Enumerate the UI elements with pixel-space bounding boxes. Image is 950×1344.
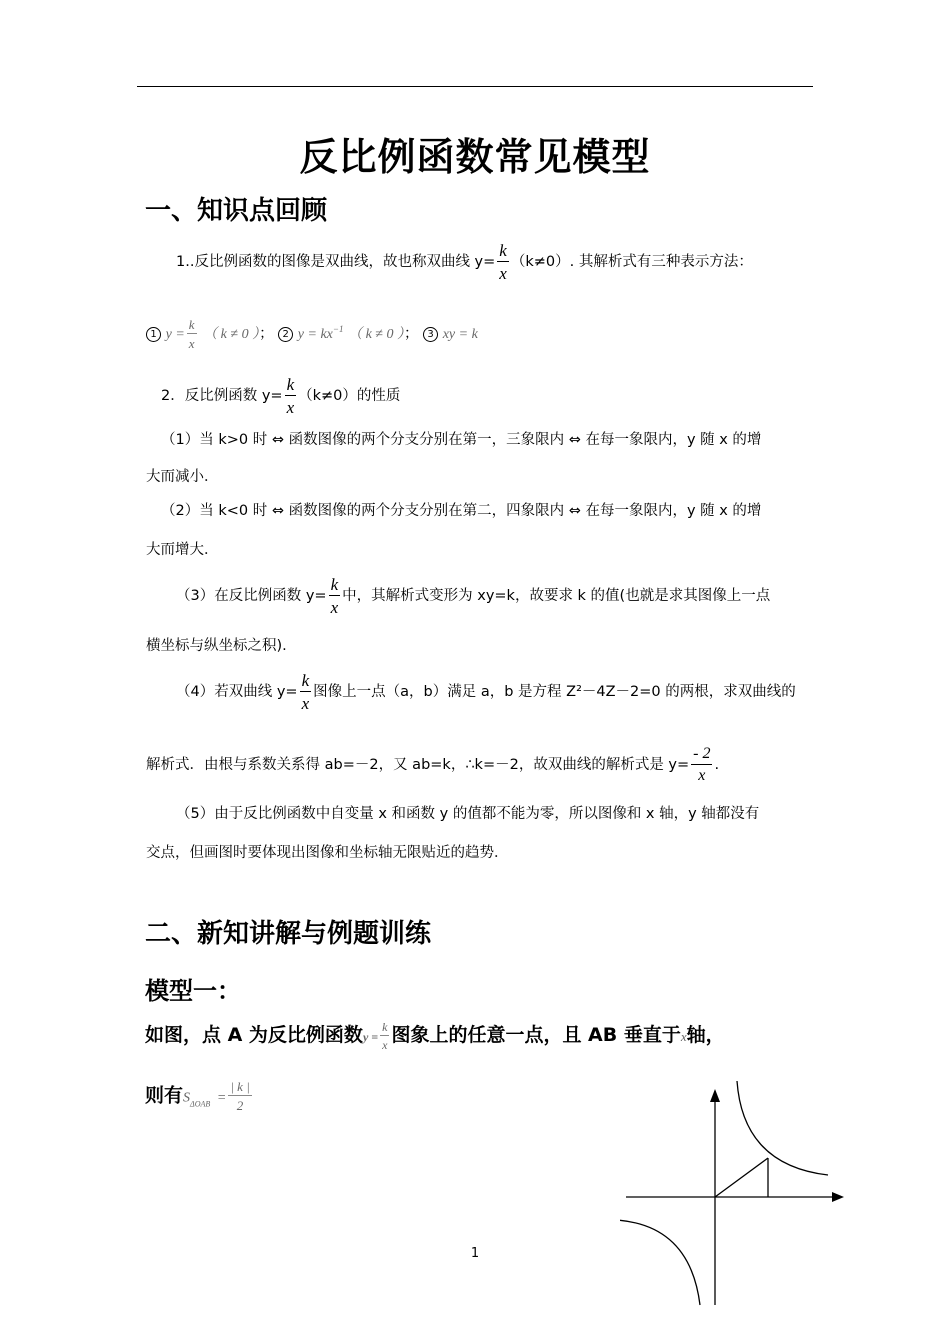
y-axis-arrow [710, 1089, 720, 1102]
model1-statement-line2: 则有$S_{\Delta OAB}$ = $\frac{| k |}{2}$ [145, 1079, 250, 1113]
property5-line1: （5）由于反比例函数中自变量 x 和函数 y 的值都不能为零，所以图像和 x 轴，y 轴都没有 [176, 806, 760, 822]
hyperbola-branch-q3 [620, 1220, 700, 1305]
item1-paragraph: 1..反比例函数的图像是双曲线，故也称双曲线 y= $\frac{k}{x}$ （k≠0）. 其解析式有三种表示方法： [176, 241, 753, 283]
circled-number-2: 2 [278, 327, 293, 342]
fraction-k-over-x: $\frac{k}{x}$ [286, 375, 295, 417]
fraction-k-over-x: $\frac{k}{x}$ [301, 671, 310, 713]
hyperbola-branch-q1 [737, 1081, 828, 1175]
formula-forms: 1 y = $\frac{k}{x}$ （ k ≠ 0 ）； 2 $y = kx^{-1}$ （ k ≠ 0 ）； 3 xy = k [146, 318, 478, 350]
fraction-abs-k-over-2: $\frac{| k |}{2}$ [230, 1079, 250, 1113]
page-number: 1 [470, 1246, 480, 1261]
fraction-k-over-x: $\frac{k}{x}$ [499, 241, 507, 283]
section2-heading: 二、新知讲解与例题训练 [145, 919, 432, 949]
header-rule [137, 86, 813, 87]
circled-number-1: 1 [146, 327, 161, 342]
fraction-minus2-over-x: $\frac{- 2}{x}$ [693, 745, 711, 784]
hyperbola-graph [620, 1075, 850, 1310]
property4-line2: 解析式．由根与系数关系得 ab=－2，又 ab=k，∴k=－2，故双曲线的解析式是 y= $\frac{- 2}{x}$ . [146, 745, 720, 784]
fraction-k-over-x: $\frac{k}{x}$ [330, 575, 339, 617]
property3-line1: （3）在反比例函数 y= $\frac{k}{x}$ 中，其解析式变形为 xy=k，故要求 k 的值(也就是求其图像上一点 [176, 575, 771, 617]
fraction-k-over-x: $\frac{k}{x}$ [188, 317, 195, 351]
circled-number-3: 3 [423, 327, 438, 342]
model1-statement-line1: 如图，点 A 为反比例函数y = $\frac{k}{x}$ 图象上的任意一点，且 AB 垂直于x轴， [145, 1019, 725, 1052]
item2-paragraph: 2．反比例函数 y= $\frac{k}{x}$ （k≠0）的性质 [161, 375, 401, 417]
model1-heading: 模型一： [145, 977, 241, 1005]
property1-line2: 大而减小． [146, 469, 219, 485]
x-axis-arrow [832, 1192, 844, 1202]
property1-line1: （1）当 k>0 时 ⇔ 函数图像的两个分支分别在第一，三象限内 ⇔ 在每一象限内，y 随 x 的增 [161, 432, 762, 448]
property2-line1: （2）当 k<0 时 ⇔ 函数图像的两个分支分别在第二，四象限内 ⇔ 在每一象限内，y 随 x 的增 [161, 503, 762, 519]
property3-line2: 横坐标与纵坐标之积). [146, 638, 287, 654]
fraction-k-over-x: $\frac{k}{x}$ [382, 1019, 388, 1052]
segment-OA [715, 1158, 768, 1197]
section1-heading: 一、知识点回顾 [145, 196, 328, 226]
property4-line1: （4）若双曲线 y= $\frac{k}{x}$ 图像上一点（a，b）满足 a，b 是方程 Z²－4Z－2=0 的两根，求双曲线的 [176, 671, 796, 713]
page-title: 反比例函数常见模型 [299, 135, 651, 179]
property5-line2: 交点，但画图时要体现出图像和坐标轴无限贴近的趋势． [146, 845, 509, 861]
property2-line2: 大而增大． [146, 542, 219, 558]
